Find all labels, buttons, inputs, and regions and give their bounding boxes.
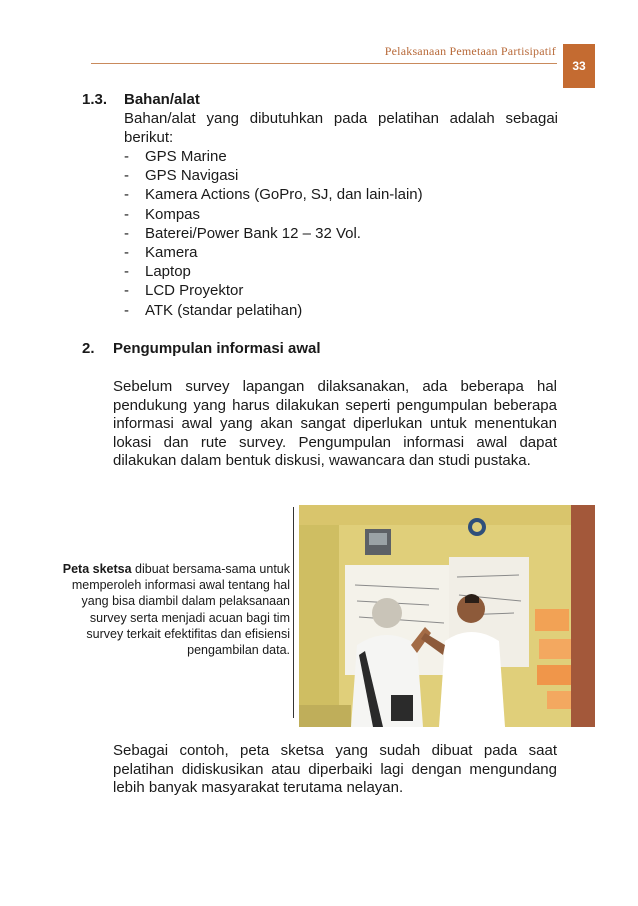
workshop-photo: [299, 505, 595, 727]
list-item: - GPS Marine: [124, 148, 227, 165]
list-item: - ATK (standar pelatihan): [124, 301, 303, 319]
list-item: - GPS Navigasi: [124, 167, 239, 185]
running-title: Pelaksanaan Pemetaan Partisipatif: [384, 44, 556, 58]
section-title: Pengumpulan informasi awal: [113, 340, 321, 357]
section-body: Sebelum survey lapangan dilaksanakan, ada beberapa hal pendukung yang harus dilakukan seperti pengumpulan beberapa informasi awal yang akan sangat diperlukan untuk menentukan lokasi dan rute survey. Pengumpulan informasi awal dapat dilakukan dalam bentuk diskusi, wawancara dan studi pustaka.: [113, 378, 557, 469]
caption-bold: Peta sketsa: [62, 562, 132, 576]
list-item: - Baterei/Power Bank 12 – 32 Vol.: [124, 224, 361, 242]
list-item: - Kamera Actions (GoPro, SJ, dan lain-lain): [124, 186, 423, 204]
list-item: - Kompas: [124, 205, 201, 223]
header-rule: [91, 63, 557, 64]
materials-list: [124, 147, 423, 320]
closing-paragraph: Sebagai contoh, peta sketsa yang sudah dibuat pada saat pelatihan didiskusikan atau diperbaiki lagi dengan mengundang lebih banyak masyarakat terutama nelayan.: [113, 742, 557, 796]
section-number: 1.3.: [82, 91, 108, 108]
section-title: Bahan/alat: [124, 91, 200, 108]
list-item: - Kamera: [124, 244, 198, 262]
section-intro: Bahan/alat yang dibutuhkan pada pelatihan adalah sebagai berikut:: [124, 110, 558, 146]
caption-divider: [293, 507, 294, 718]
list-item: - Laptop: [124, 263, 191, 281]
list-item: - LCD Proyektor: [124, 282, 244, 300]
section-number: 2.: [82, 340, 95, 357]
caption-text: dibuat bersama-sama untuk memperoleh informasi awal tentang hal yang bisa diambil dalam pelaksanaan survey serta menjadi acuan bagi tim survey terkait efektifitas dan efisiensi pengambilan data.: [71, 562, 290, 658]
page-number: 33: [563, 44, 595, 88]
figure-caption: [60, 561, 290, 658]
